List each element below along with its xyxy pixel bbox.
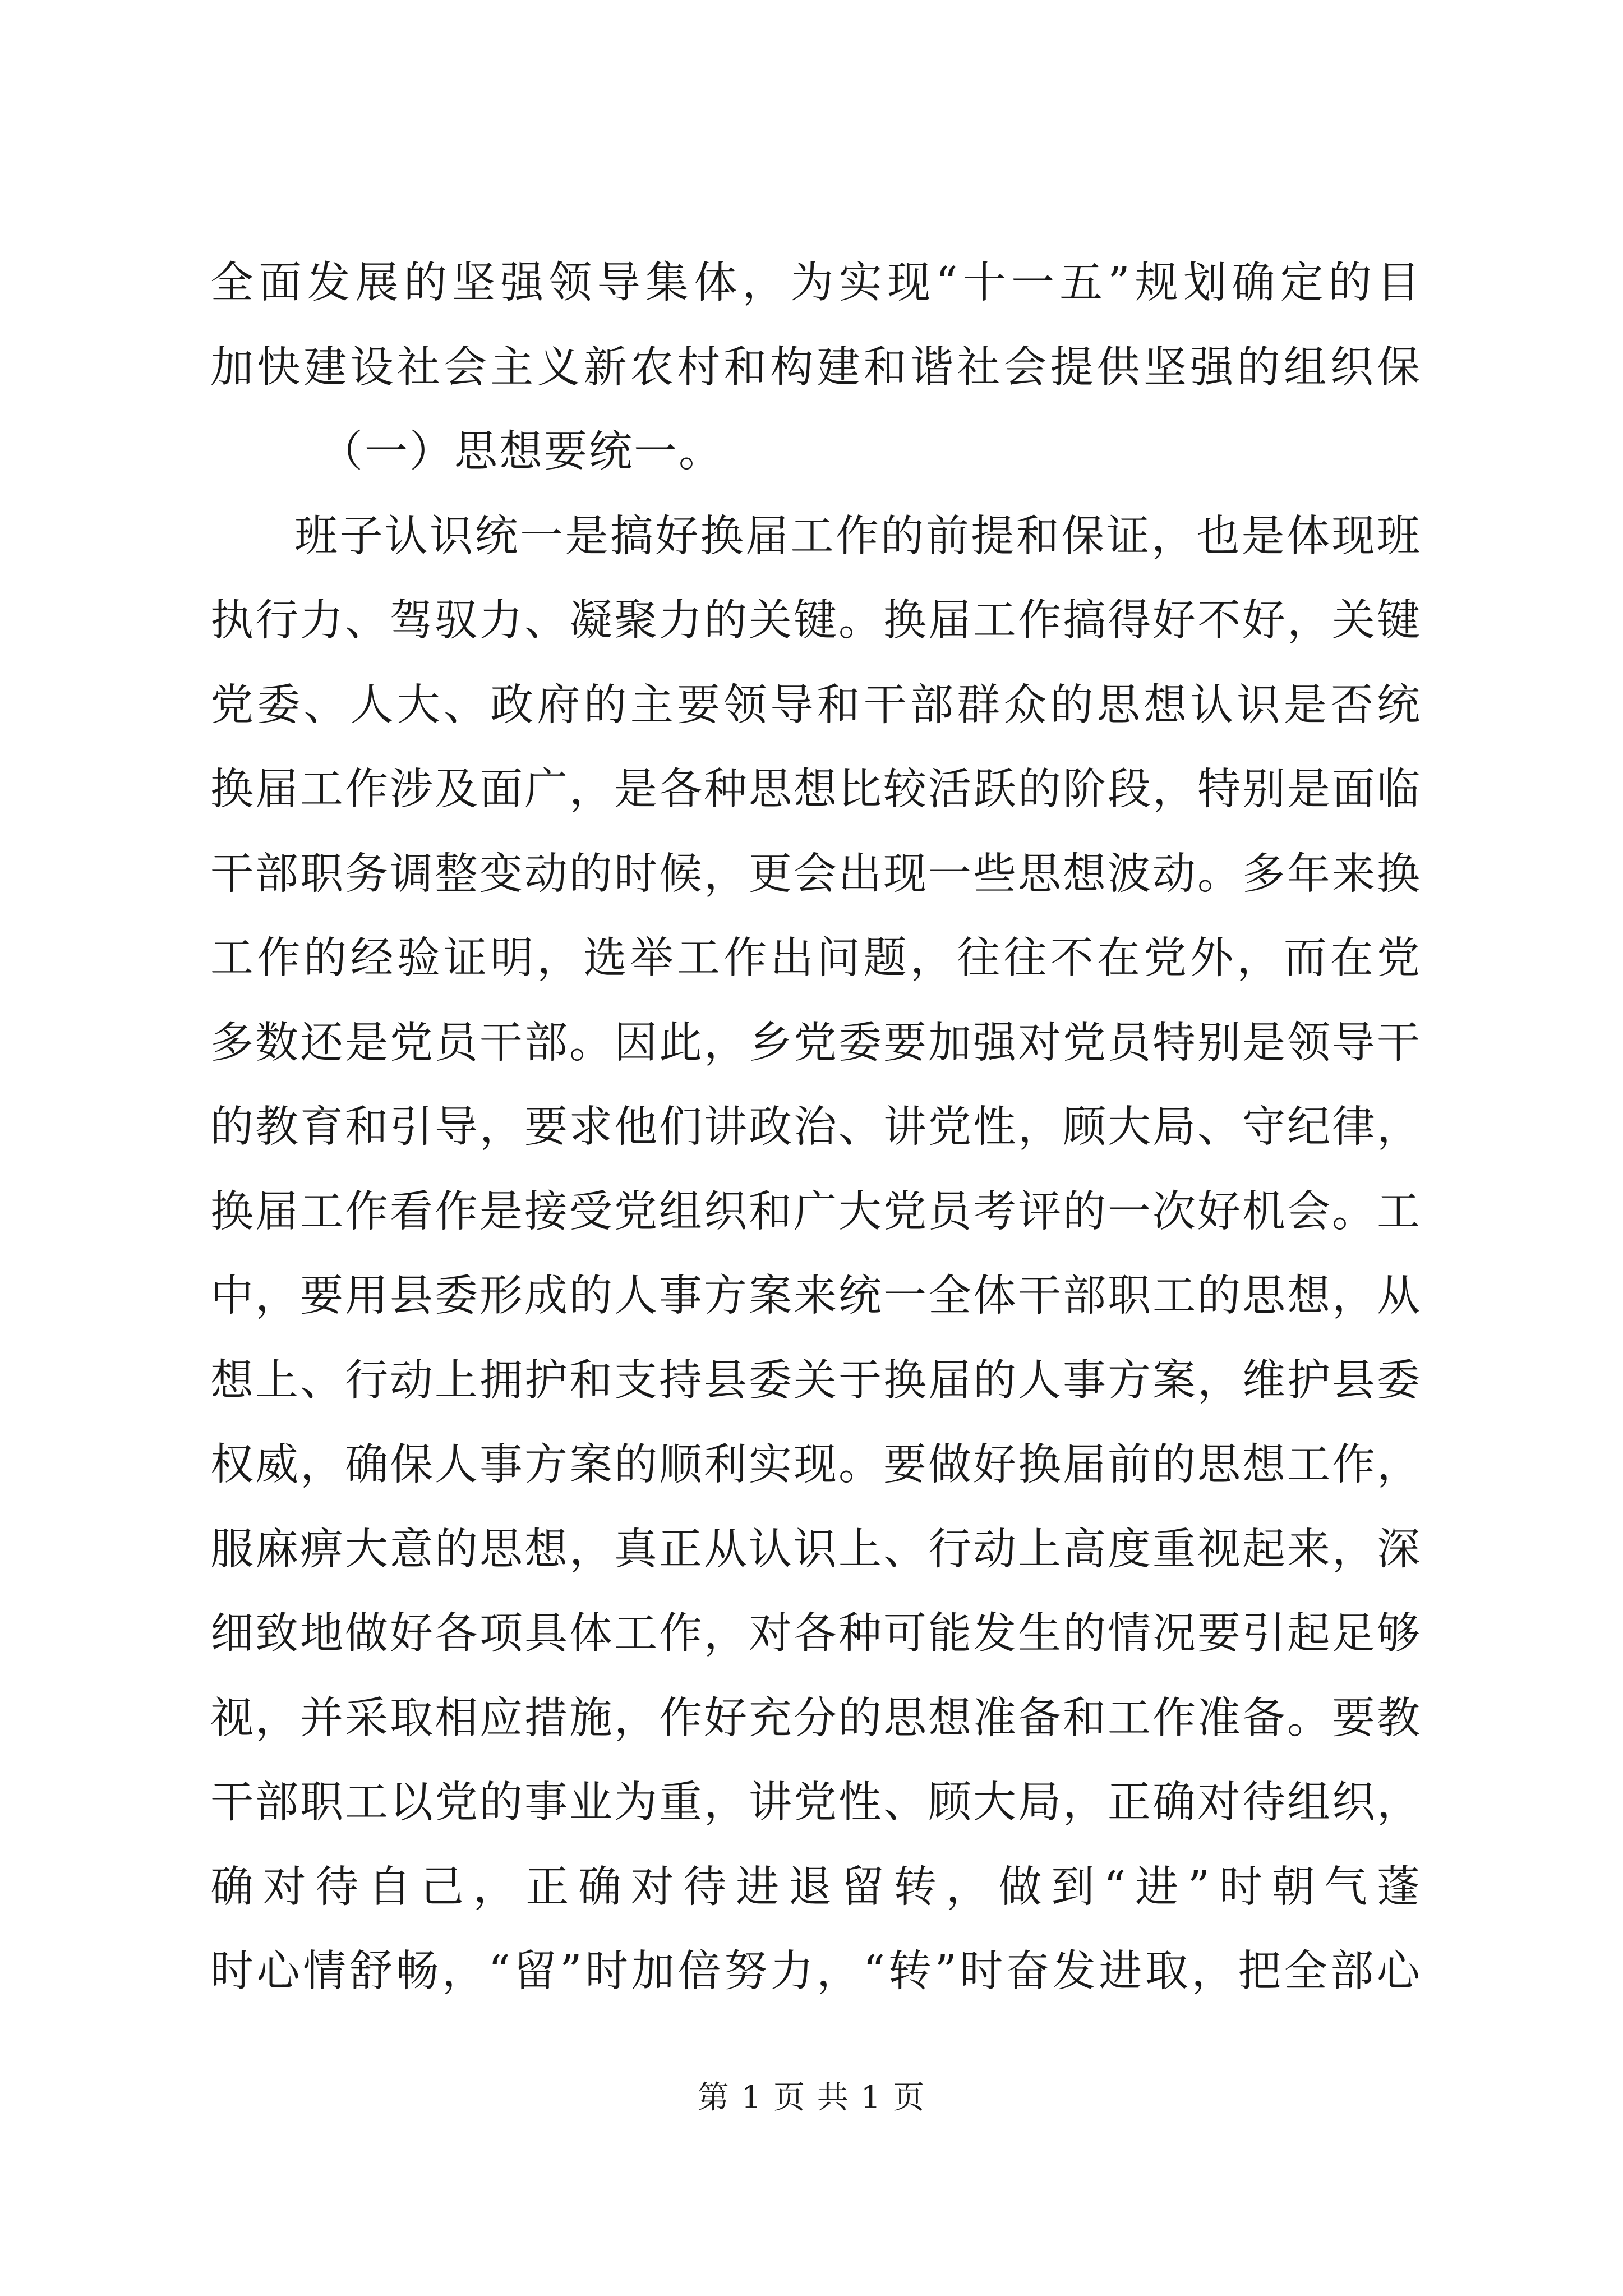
paragraph-first-line: 班子认识统一是搞好换届工作的前提和保证，也是体现班 <box>294 511 1422 562</box>
text-line: 工作的经验证明，选举工作出问题，往往不在党外，而在党 <box>210 933 1422 983</box>
document-body <box>210 241 1422 2014</box>
text-line: 换届工作涉及面广，是各种思想比较活跃的阶段，特别是面临 <box>210 765 1422 815</box>
text-line: 确对待自己，正确对待进退留转，做到“进”时朝气蓬 <box>210 1862 1422 1912</box>
text-line: 党委、人大、政府的主要领导和干部群众的思想认识是否统 <box>210 680 1422 730</box>
page-number: 第 1 页 共 1 页 <box>697 2079 926 2116</box>
text-line: 加快建设社会主义新农村和构建和谐社会提供坚强的组织保 <box>210 342 1422 393</box>
text-line: 换届工作看作是接受党组织和广大党员考评的一次好机会。工 <box>210 1186 1422 1237</box>
text-line: 权威，确保人事方案的顺利实现。要做好换届前的思想工作， <box>210 1440 1422 1490</box>
text-line: 想上、行动上拥护和支持县委关于换届的人事方案，维护县委 <box>210 1355 1422 1406</box>
text-line: 视，并采取相应措施，作好充分的思想准备和工作准备。要教 <box>210 1693 1422 1743</box>
section-heading: （一）思想要统一。 <box>320 427 723 477</box>
text-line: 时心情舒畅，“留”时加倍努力，“转”时奋发进取，把全部心 <box>210 1947 1422 1996</box>
text-line: 干部职务调整变动的时候，更会出现一些思想波动。多年来换 <box>210 849 1422 899</box>
text-line: 服麻痹大意的思想，真正从认识上、行动上高度重视起来，深 <box>210 1524 1422 1575</box>
text-line: 执行力、驾驭力、凝聚力的关键。换届工作搞得好不好，关键 <box>210 596 1422 646</box>
text-line: 细致地做好各项具体工作，对各种可能发生的情况要引起足够 <box>210 1609 1422 1659</box>
text-line: 全面发展的坚强领导集体，为实现“十一五”规划确定的目 <box>210 258 1422 308</box>
text-line: 的教育和引导，要求他们讲政治、讲党性，顾大局、守纪律， <box>210 1102 1422 1152</box>
page-footer <box>0 2076 1623 2120</box>
text-line: 中，要用县委形成的人事方案来统一全体干部职工的思想，从 <box>210 1271 1422 1321</box>
text-line: 多数还是党员干部。因此，乡党委要加强对党员特别是领导干 <box>210 1018 1422 1068</box>
text-line: 干部职工以党的事业为重，讲党性、顾大局，正确对待组织， <box>210 1778 1422 1828</box>
